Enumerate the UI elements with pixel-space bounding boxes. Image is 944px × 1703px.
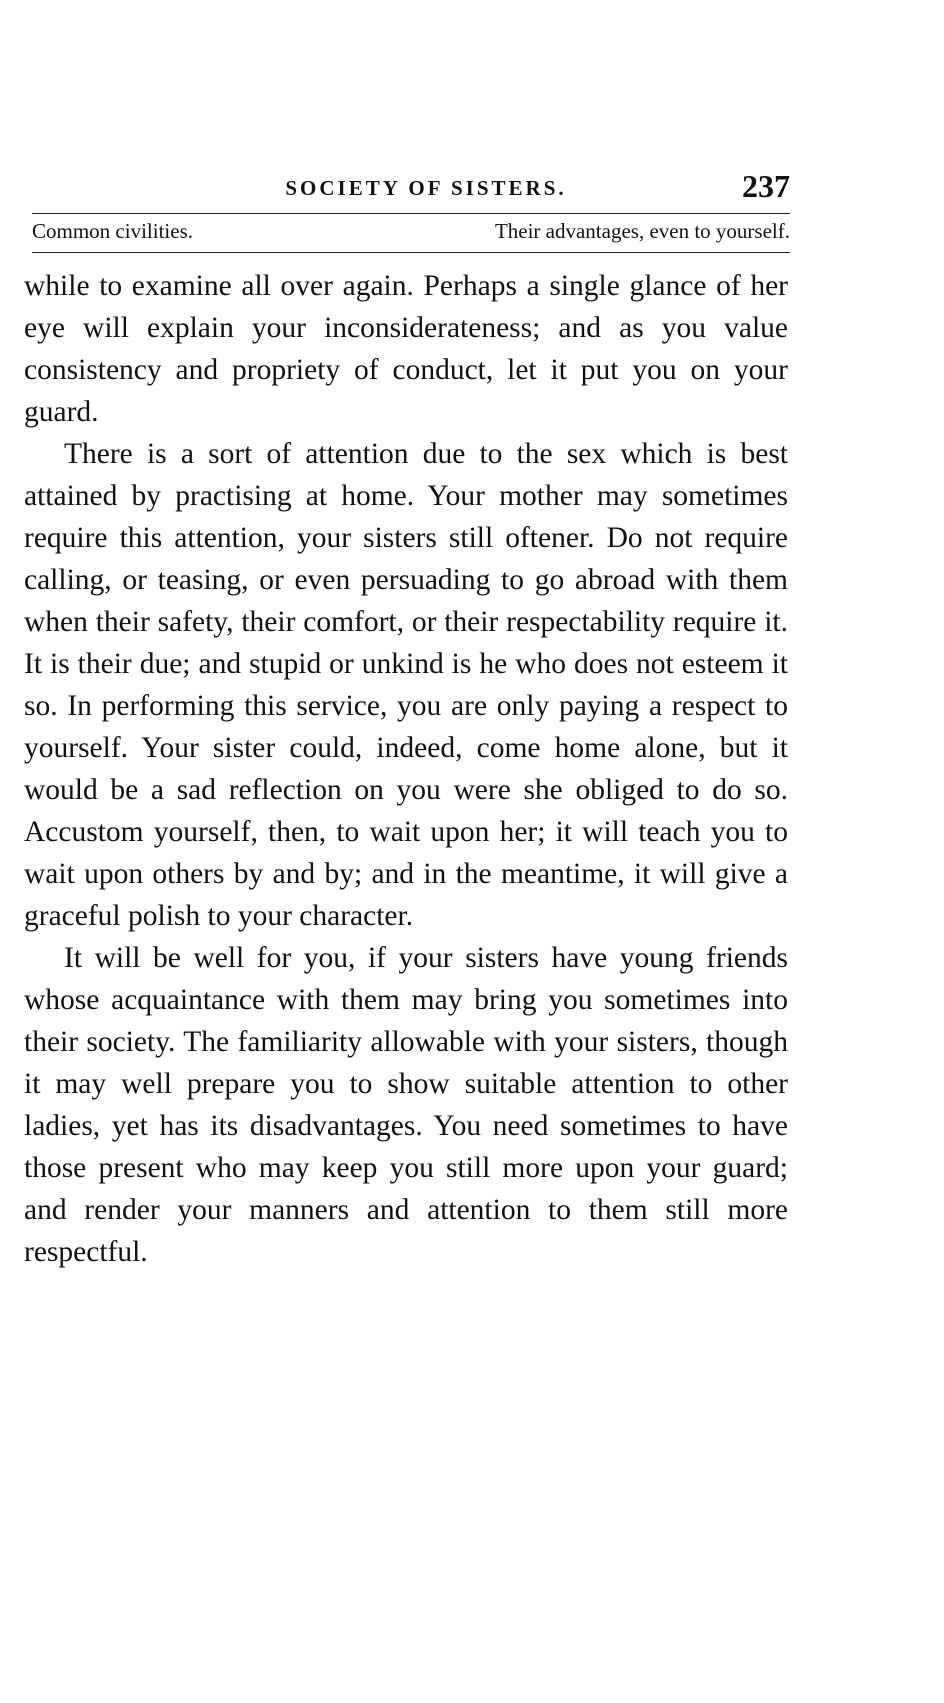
running-head bbox=[32, 168, 790, 208]
body-text bbox=[24, 265, 788, 1273]
paragraph-2: There is a sort of attention due to the sex which is best attained by practising at home. Your mother may sometimes require this attention, your sisters still oftener. Do not require calling, or teasing, or even persuading to go abroad with them when their safety, their comfort, or their respectability require it. It is their due; and stupid or unkind is he who does not esteem it so. In performing this service, you are only paying a respect to yourself. Your sister could, indeed, come home alone, but it would be a sad reflection on you were she obliged to do so. Accustom yourself, then, to wait upon her; it will teach you to wait upon others by and by; and in the meantime, it will give a graceful polish to your character. bbox=[24, 438, 788, 932]
subhead-right: Their advantages, even to yourself. bbox=[494, 219, 790, 243]
subheads bbox=[32, 219, 790, 249]
page-number: 237 bbox=[742, 168, 790, 204]
header-rule-top bbox=[32, 213, 790, 214]
paragraph-3: It will be well for you, if your sisters have young friends whose acquaintance with them may bring you sometimes into their society. The familiarity allowable with your sisters, though it may well prepare you to show suitable attention to other ladies, yet has its disadvantages. You need sometimes to have those present who may keep you still more upon your guard; and render your manners and attention to them still more respectful. bbox=[24, 942, 788, 1268]
paragraph-1: while to examine all over again. Perhaps a single glance of her eye will explain your inconsiderateness; and as you value consistency and propriety of conduct, let it put you on your guard. bbox=[24, 270, 788, 428]
running-title: SOCIETY OF SISTERS. bbox=[285, 176, 567, 200]
header-rule-bottom bbox=[32, 252, 790, 253]
subhead-left: Common civilities. bbox=[32, 219, 193, 243]
